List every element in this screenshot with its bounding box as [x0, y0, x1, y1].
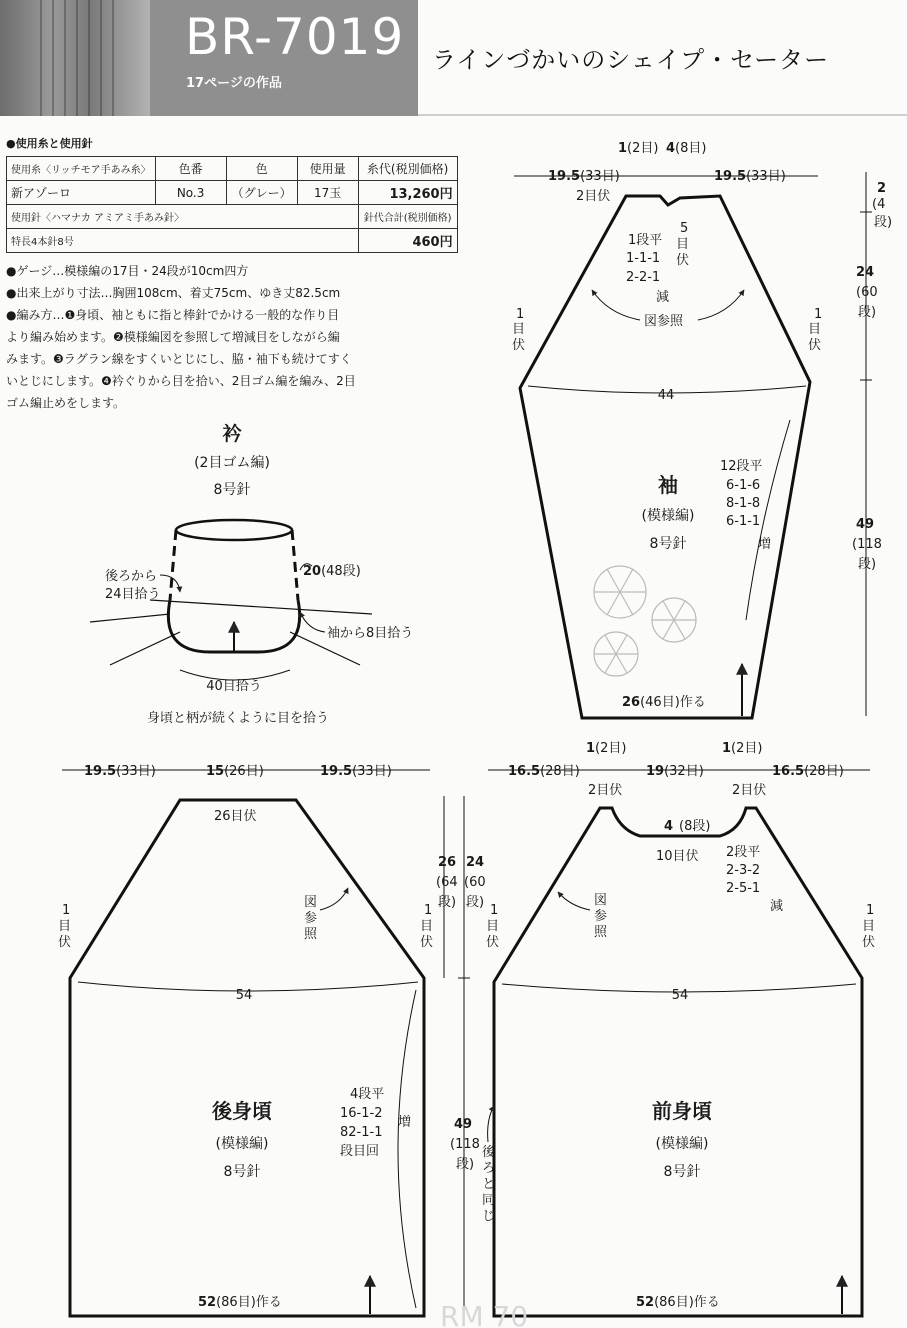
pattern-title: ラインづかいのシェイプ・セーター: [432, 46, 830, 74]
back-side-bind: 伏: [58, 935, 72, 950]
back-side-bind: 目: [58, 919, 72, 934]
front-name: 前身頃: [652, 1099, 712, 1123]
back-width: 54: [235, 988, 253, 1003]
front-dec: 2-5-1: [726, 881, 761, 896]
needle-cell: 特長4本針8号: [7, 229, 359, 253]
yarn-section-title: ●使用糸と使用針: [6, 137, 93, 150]
collar-back-pick: 後ろから: [105, 569, 158, 584]
pattern-code: BR-7019: [185, 8, 405, 66]
method-line: みます。❸ラグラン線をすくいとじにし、脇・袖下も続けてすく: [6, 352, 352, 366]
front-width: 54: [671, 988, 689, 1003]
back-ref: 照: [304, 927, 318, 942]
back-stitch: (模様編): [215, 1136, 269, 1152]
sleeve-top-b: 4(8目): [666, 141, 707, 156]
back-measure: 段): [456, 1157, 475, 1172]
sleeve-side-bind: 1: [814, 307, 823, 322]
yarn-cell: （グレー）: [226, 181, 297, 205]
front-dec: 2段平: [726, 845, 761, 860]
sleeve-side-bind: 1: [516, 307, 525, 322]
front-side-bind: 1: [866, 903, 875, 918]
yarn-cell: 17玉: [297, 181, 358, 205]
front-stitch: (模様編): [655, 1136, 709, 1152]
back-needle: 8号針: [223, 1164, 261, 1180]
back-top-right: 19.5(33目): [320, 764, 392, 779]
yarn-header-cell: 使用量: [297, 157, 358, 181]
back-ref: 参: [304, 911, 318, 926]
collar-guide-line: [150, 600, 372, 614]
front-side-bind: 伏: [862, 935, 876, 950]
sleeve-inc: 6-1-6: [726, 478, 761, 493]
sleeve-measure: (118: [852, 537, 882, 552]
collar-stitch: (2目ゴム編): [194, 455, 270, 471]
sleeve-ref: 図参照: [644, 314, 684, 329]
front-cast-on: 52(86目)作る: [636, 1295, 720, 1310]
back-ref: 図: [304, 895, 318, 910]
front-top-left: 16.5(28目): [508, 764, 580, 779]
back-side-bind: 伏: [420, 935, 434, 950]
front-same: 後: [482, 1145, 496, 1160]
sleeve-dec: 2-2-1: [626, 270, 661, 285]
sleeve-side-bind: 伏: [512, 338, 526, 353]
yarn-cell: 新アゾーロ: [7, 181, 156, 205]
front-ref: 図: [594, 893, 608, 908]
front-side-bind: 1: [490, 903, 499, 918]
back-side-bind: 目: [420, 919, 434, 934]
yarn-header-cell: 糸代(税別価格): [358, 157, 457, 181]
collar-sleeve-pick: 袖から8目拾う: [327, 626, 414, 641]
back-measure: (64: [436, 875, 458, 890]
front-side-bind: 目: [486, 919, 500, 934]
back-side-bind: 1: [424, 903, 433, 918]
collar-right-seam: [292, 530, 298, 600]
size-note: ●出来上がり寸法…胸囲108cm、着丈75cm、ゆき丈82.5cm: [6, 286, 341, 300]
sleeve-inc: 12段平: [720, 459, 763, 474]
sleeve-measure: 段): [858, 557, 877, 572]
collar-top-edge: [176, 520, 292, 540]
back-outline: [70, 800, 424, 1316]
sleeve-cast-on: 26(46目)作る: [622, 695, 706, 710]
page-reference: 17ページの作品: [186, 76, 282, 91]
sleeve-bind-right: 5: [680, 221, 689, 236]
front-bind-right: 2目伏: [732, 783, 767, 798]
front-outline: [494, 808, 862, 1316]
front-top-right: 16.5(28目): [772, 764, 844, 779]
back-inc: 16-1-2: [340, 1106, 383, 1121]
sleeve-stitch: (模様編): [641, 508, 695, 524]
sleeve-inc: 6-1-1: [726, 514, 761, 529]
collar-back-pick: 24目拾う: [105, 587, 161, 602]
method-line: いとじにします。❹衿ぐりから目を拾い、2目ゴム編を編み、2目: [6, 374, 356, 388]
yarn-cell: No.3: [155, 181, 226, 205]
needle-price: 460円: [358, 229, 457, 253]
collar-height: 20(48段): [303, 564, 361, 579]
front-ref: 参: [594, 909, 608, 924]
front-same: ろ: [482, 1161, 496, 1176]
method-line: ゴム編止めをします。: [6, 396, 126, 410]
front-same: じ: [482, 1209, 496, 1224]
collar-guide-line: [110, 632, 180, 665]
front-same: と: [482, 1177, 496, 1192]
yarn-cell: 13,260円: [358, 181, 457, 205]
sleeve-measure: 24: [856, 265, 875, 280]
sleeve-top-right: 19.5(33目): [714, 169, 786, 184]
collar-left-seam: [170, 530, 176, 600]
needle-price-header: 針代合計(税別価格): [358, 205, 457, 229]
watermark: RM 70: [440, 1300, 529, 1328]
back-measure: 段): [438, 895, 457, 910]
sleeve-top-a: 1(2目): [618, 141, 659, 156]
back-top-left: 19.5(33目): [84, 764, 156, 779]
back-body-diagram: [58, 764, 486, 1316]
back-measure: 24: [466, 855, 485, 870]
collar-front-pick: 40目拾う: [206, 679, 262, 694]
front-top-mid: 19(32目): [646, 764, 704, 779]
method-line: より編み始めます。❷模様編図を参照して増減目をしながら編: [6, 330, 340, 344]
yarn-header-cell: 使用糸〈リッチモア手あみ糸〉: [7, 157, 156, 181]
collar-needle: 8号針: [213, 482, 251, 498]
collar-guide-line: [90, 614, 170, 622]
sleeve-bind-right: 目: [676, 237, 690, 252]
back-side-bind: 1: [62, 903, 71, 918]
back-bind-top: 26目伏: [214, 809, 257, 824]
front-side-bind: 伏: [486, 935, 500, 950]
collar-title: 衿: [222, 423, 242, 445]
back-measure: (118: [450, 1137, 480, 1152]
gauge-note: ●ゲージ…模様編の17目・24段が10cm四方: [6, 264, 249, 278]
front-neck-bind: 10目伏: [656, 849, 699, 864]
sleeve-needle: 8号針: [649, 536, 687, 552]
back-inc: 段目回: [340, 1144, 380, 1159]
back-top-mid: 15(26目): [206, 764, 264, 779]
sleeve-dec: 減: [656, 290, 670, 305]
front-neck-height: 4 (8段): [664, 819, 711, 834]
back-inc: 増: [398, 1115, 412, 1130]
sleeve-bind-left: 2目伏: [576, 189, 611, 204]
sleeve-dec: 1-1-1: [626, 251, 661, 266]
sleeve-top-left: 19.5(33目): [548, 169, 620, 184]
front-top-b: 1(2目): [722, 741, 763, 756]
front-bind-left: 2目伏: [588, 783, 623, 798]
collar-note: 身頃と柄が続くように目を拾う: [146, 711, 330, 726]
sleeve-inc: 増: [758, 537, 772, 552]
sleeve-inc: 8-1-8: [726, 496, 761, 511]
sleeve-measure: (4: [872, 197, 886, 212]
yarn-header-cell: 色: [226, 157, 297, 181]
front-side-bind: 目: [862, 919, 876, 934]
sleeve-name: 袖: [658, 473, 678, 497]
sleeve-measure: (60: [856, 285, 878, 300]
sleeve-side-bind: 伏: [808, 338, 822, 353]
back-measure: 26: [438, 855, 457, 870]
sleeve-measure: 段): [858, 305, 877, 320]
back-inc: 4段平: [350, 1087, 385, 1102]
front-dec: 減: [770, 899, 784, 914]
method-line: ●編み方…❶身頃、袖ともに指と棒針でかける一般的な作り目: [6, 308, 340, 322]
back-inc: 82-1-1: [340, 1125, 383, 1140]
back-measure: 49: [454, 1117, 473, 1132]
yarn-header-cell: 色番: [155, 157, 226, 181]
sleeve-side-bind: 目: [512, 322, 526, 337]
sleeve-dec: 1段平: [628, 233, 663, 248]
sleeve-measure: 49: [856, 517, 875, 532]
back-measure: (60: [464, 875, 486, 890]
front-top-a: 1(2目): [586, 741, 627, 756]
sleeve-diagram: [512, 141, 892, 718]
sleeve-measure: 2: [877, 181, 887, 196]
front-ref: 照: [594, 925, 608, 940]
sleeve-bind-right: 伏: [676, 253, 690, 268]
front-body-diagram: [482, 741, 875, 1316]
front-same: 同: [482, 1193, 496, 1208]
back-cast-on: 52(86目)作る: [198, 1295, 282, 1310]
collar-diagram: [90, 422, 413, 726]
sleeve-measure: 段): [874, 215, 893, 230]
sleeve-width: 44: [657, 388, 675, 403]
front-needle: 8号針: [663, 1164, 701, 1180]
back-measure: 段): [466, 895, 485, 910]
back-name: 後身頃: [212, 1099, 272, 1123]
front-dec: 2-3-2: [726, 863, 761, 878]
needle-label: 使用針〈ハマナカ アミアミ手あみ針〉: [7, 205, 359, 229]
sleeve-side-bind: 目: [808, 322, 822, 337]
